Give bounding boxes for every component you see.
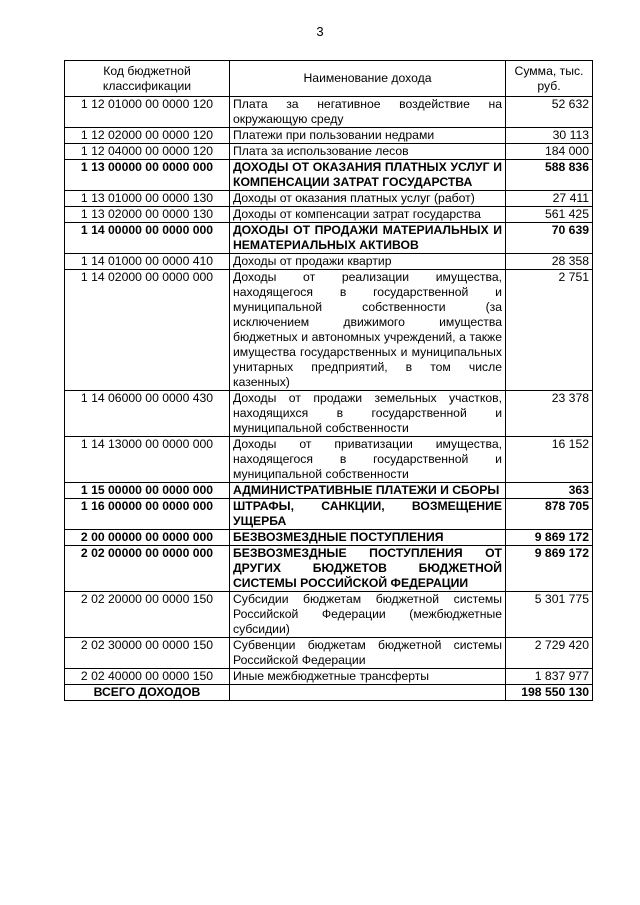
header-name: Наименование дохода bbox=[230, 61, 506, 97]
sum-cell: 5 301 775 bbox=[506, 592, 593, 638]
table-row bbox=[65, 207, 593, 223]
page-number: 3 bbox=[316, 24, 324, 39]
name-cell: Иные межбюджетные трансферты bbox=[230, 669, 506, 685]
name-cell: Платежи при пользовании недрами bbox=[230, 128, 506, 144]
name-cell: Доходы от компенсации затрат государства bbox=[230, 207, 506, 223]
table-row bbox=[65, 128, 593, 144]
name-cell: Доходы от оказания платных услуг (работ) bbox=[230, 191, 506, 207]
table-row bbox=[65, 499, 593, 530]
table-row bbox=[65, 160, 593, 191]
sum-cell: 561 425 bbox=[506, 207, 593, 223]
code-cell: 2 02 30000 00 0000 150 bbox=[65, 638, 230, 669]
table-row bbox=[65, 592, 593, 638]
name-cell: АДМИНИСТРАТИВНЫЕ ПЛАТЕЖИ И СБОРЫ bbox=[230, 483, 506, 499]
sum-cell: 588 836 bbox=[506, 160, 593, 191]
sum-cell: 2 751 bbox=[506, 270, 593, 391]
table-row bbox=[65, 223, 593, 254]
sum-cell: 30 113 bbox=[506, 128, 593, 144]
table-row bbox=[65, 546, 593, 592]
total-sum: 198 550 130 bbox=[506, 685, 593, 701]
code-cell: 2 00 00000 00 0000 000 bbox=[65, 530, 230, 546]
name-cell: ДОХОДЫ ОТ ОКАЗАНИЯ ПЛАТНЫХ УСЛУГ И КОМПЕНСАЦИИ ЗАТРАТ ГОСУДАРСТВА bbox=[230, 160, 506, 191]
table-row bbox=[65, 97, 593, 128]
table-row bbox=[65, 391, 593, 437]
table-row bbox=[65, 191, 593, 207]
code-cell: 1 15 00000 00 0000 000 bbox=[65, 483, 230, 499]
sum-cell: 27 411 bbox=[506, 191, 593, 207]
total-row bbox=[65, 685, 593, 701]
table-row bbox=[65, 638, 593, 669]
name-cell: БЕЗВОЗМЕЗДНЫЕ ПОСТУПЛЕНИЯ bbox=[230, 530, 506, 546]
sum-cell: 23 378 bbox=[506, 391, 593, 437]
sum-cell: 2 729 420 bbox=[506, 638, 593, 669]
code-cell: 1 12 02000 00 0000 120 bbox=[65, 128, 230, 144]
sum-cell: 16 152 bbox=[506, 437, 593, 483]
table-row bbox=[65, 254, 593, 270]
code-cell: 1 13 00000 00 0000 000 bbox=[65, 160, 230, 191]
name-cell: Плата за использование лесов bbox=[230, 144, 506, 160]
table-row bbox=[65, 144, 593, 160]
sum-cell: 52 632 bbox=[506, 97, 593, 128]
table-row bbox=[65, 530, 593, 546]
sum-cell: 184 000 bbox=[506, 144, 593, 160]
code-cell: 1 14 06000 00 0000 430 bbox=[65, 391, 230, 437]
name-cell: Плата за негативное воздействие на окружающую среду bbox=[230, 97, 506, 128]
code-cell: 2 02 20000 00 0000 150 bbox=[65, 592, 230, 638]
sum-cell: 878 705 bbox=[506, 499, 593, 530]
sum-cell: 70 639 bbox=[506, 223, 593, 254]
total-label: ВСЕГО ДОХОДОВ bbox=[65, 685, 230, 701]
income-table bbox=[64, 60, 593, 701]
sum-cell: 1 837 977 bbox=[506, 669, 593, 685]
name-cell: ШТРАФЫ, САНКЦИИ, ВОЗМЕЩЕНИЕ УЩЕРБА bbox=[230, 499, 506, 530]
table-row bbox=[65, 437, 593, 483]
name-cell: Доходы от реализации имущества, находящегося в государственной и муниципальной собственности (за исключением движимого имущества бюджетных и автономных учреждений, а также имущества государственных и муниципальных унитарных предприятий, в том числе казенных) bbox=[230, 270, 506, 391]
name-cell: Субвенции бюджетам бюджетной системы Российской Федерации bbox=[230, 638, 506, 669]
code-cell: 1 13 02000 00 0000 130 bbox=[65, 207, 230, 223]
sum-cell: 9 869 172 bbox=[506, 546, 593, 592]
sum-cell: 9 869 172 bbox=[506, 530, 593, 546]
table-row bbox=[65, 483, 593, 499]
code-cell: 2 02 40000 00 0000 150 bbox=[65, 669, 230, 685]
code-cell: 1 16 00000 00 0000 000 bbox=[65, 499, 230, 530]
sum-cell: 363 bbox=[506, 483, 593, 499]
name-cell: Доходы от продажи квартир bbox=[230, 254, 506, 270]
name-cell: Доходы от продажи земельных участков, находящихся в государственной и муниципальной собственности bbox=[230, 391, 506, 437]
code-cell: 1 14 00000 00 0000 000 bbox=[65, 223, 230, 254]
code-cell: 1 14 02000 00 0000 000 bbox=[65, 270, 230, 391]
code-cell: 1 13 01000 00 0000 130 bbox=[65, 191, 230, 207]
code-cell: 1 14 13000 00 0000 000 bbox=[65, 437, 230, 483]
name-cell: Доходы от приватизации имущества, находящегося в государственной и муниципальной собственности bbox=[230, 437, 506, 483]
code-cell: 1 14 01000 00 0000 410 bbox=[65, 254, 230, 270]
name-cell: Субсидии бюджетам бюджетной системы Российской Федерации (межбюджетные субсидии) bbox=[230, 592, 506, 638]
table-row bbox=[65, 669, 593, 685]
name-cell: БЕЗВОЗМЕЗДНЫЕ ПОСТУПЛЕНИЯ ОТ ДРУГИХ БЮДЖЕТОВ БЮДЖЕТНОЙ СИСТЕМЫ РОССИЙСКОЙ ФЕДЕРАЦИИ bbox=[230, 546, 506, 592]
sum-cell: 28 358 bbox=[506, 254, 593, 270]
code-cell: 1 12 04000 00 0000 120 bbox=[65, 144, 230, 160]
name-cell: ДОХОДЫ ОТ ПРОДАЖИ МАТЕРИАЛЬНЫХ И НЕМАТЕРИАЛЬНЫХ АКТИВОВ bbox=[230, 223, 506, 254]
header-code: Код бюджетной классификации bbox=[65, 61, 230, 97]
table-row bbox=[65, 270, 593, 391]
header-sum: Сумма, тыс. руб. bbox=[506, 61, 593, 97]
total-name bbox=[230, 685, 506, 701]
code-cell: 2 02 00000 00 0000 000 bbox=[65, 546, 230, 592]
code-cell: 1 12 01000 00 0000 120 bbox=[65, 97, 230, 128]
table-header-row bbox=[65, 61, 593, 97]
